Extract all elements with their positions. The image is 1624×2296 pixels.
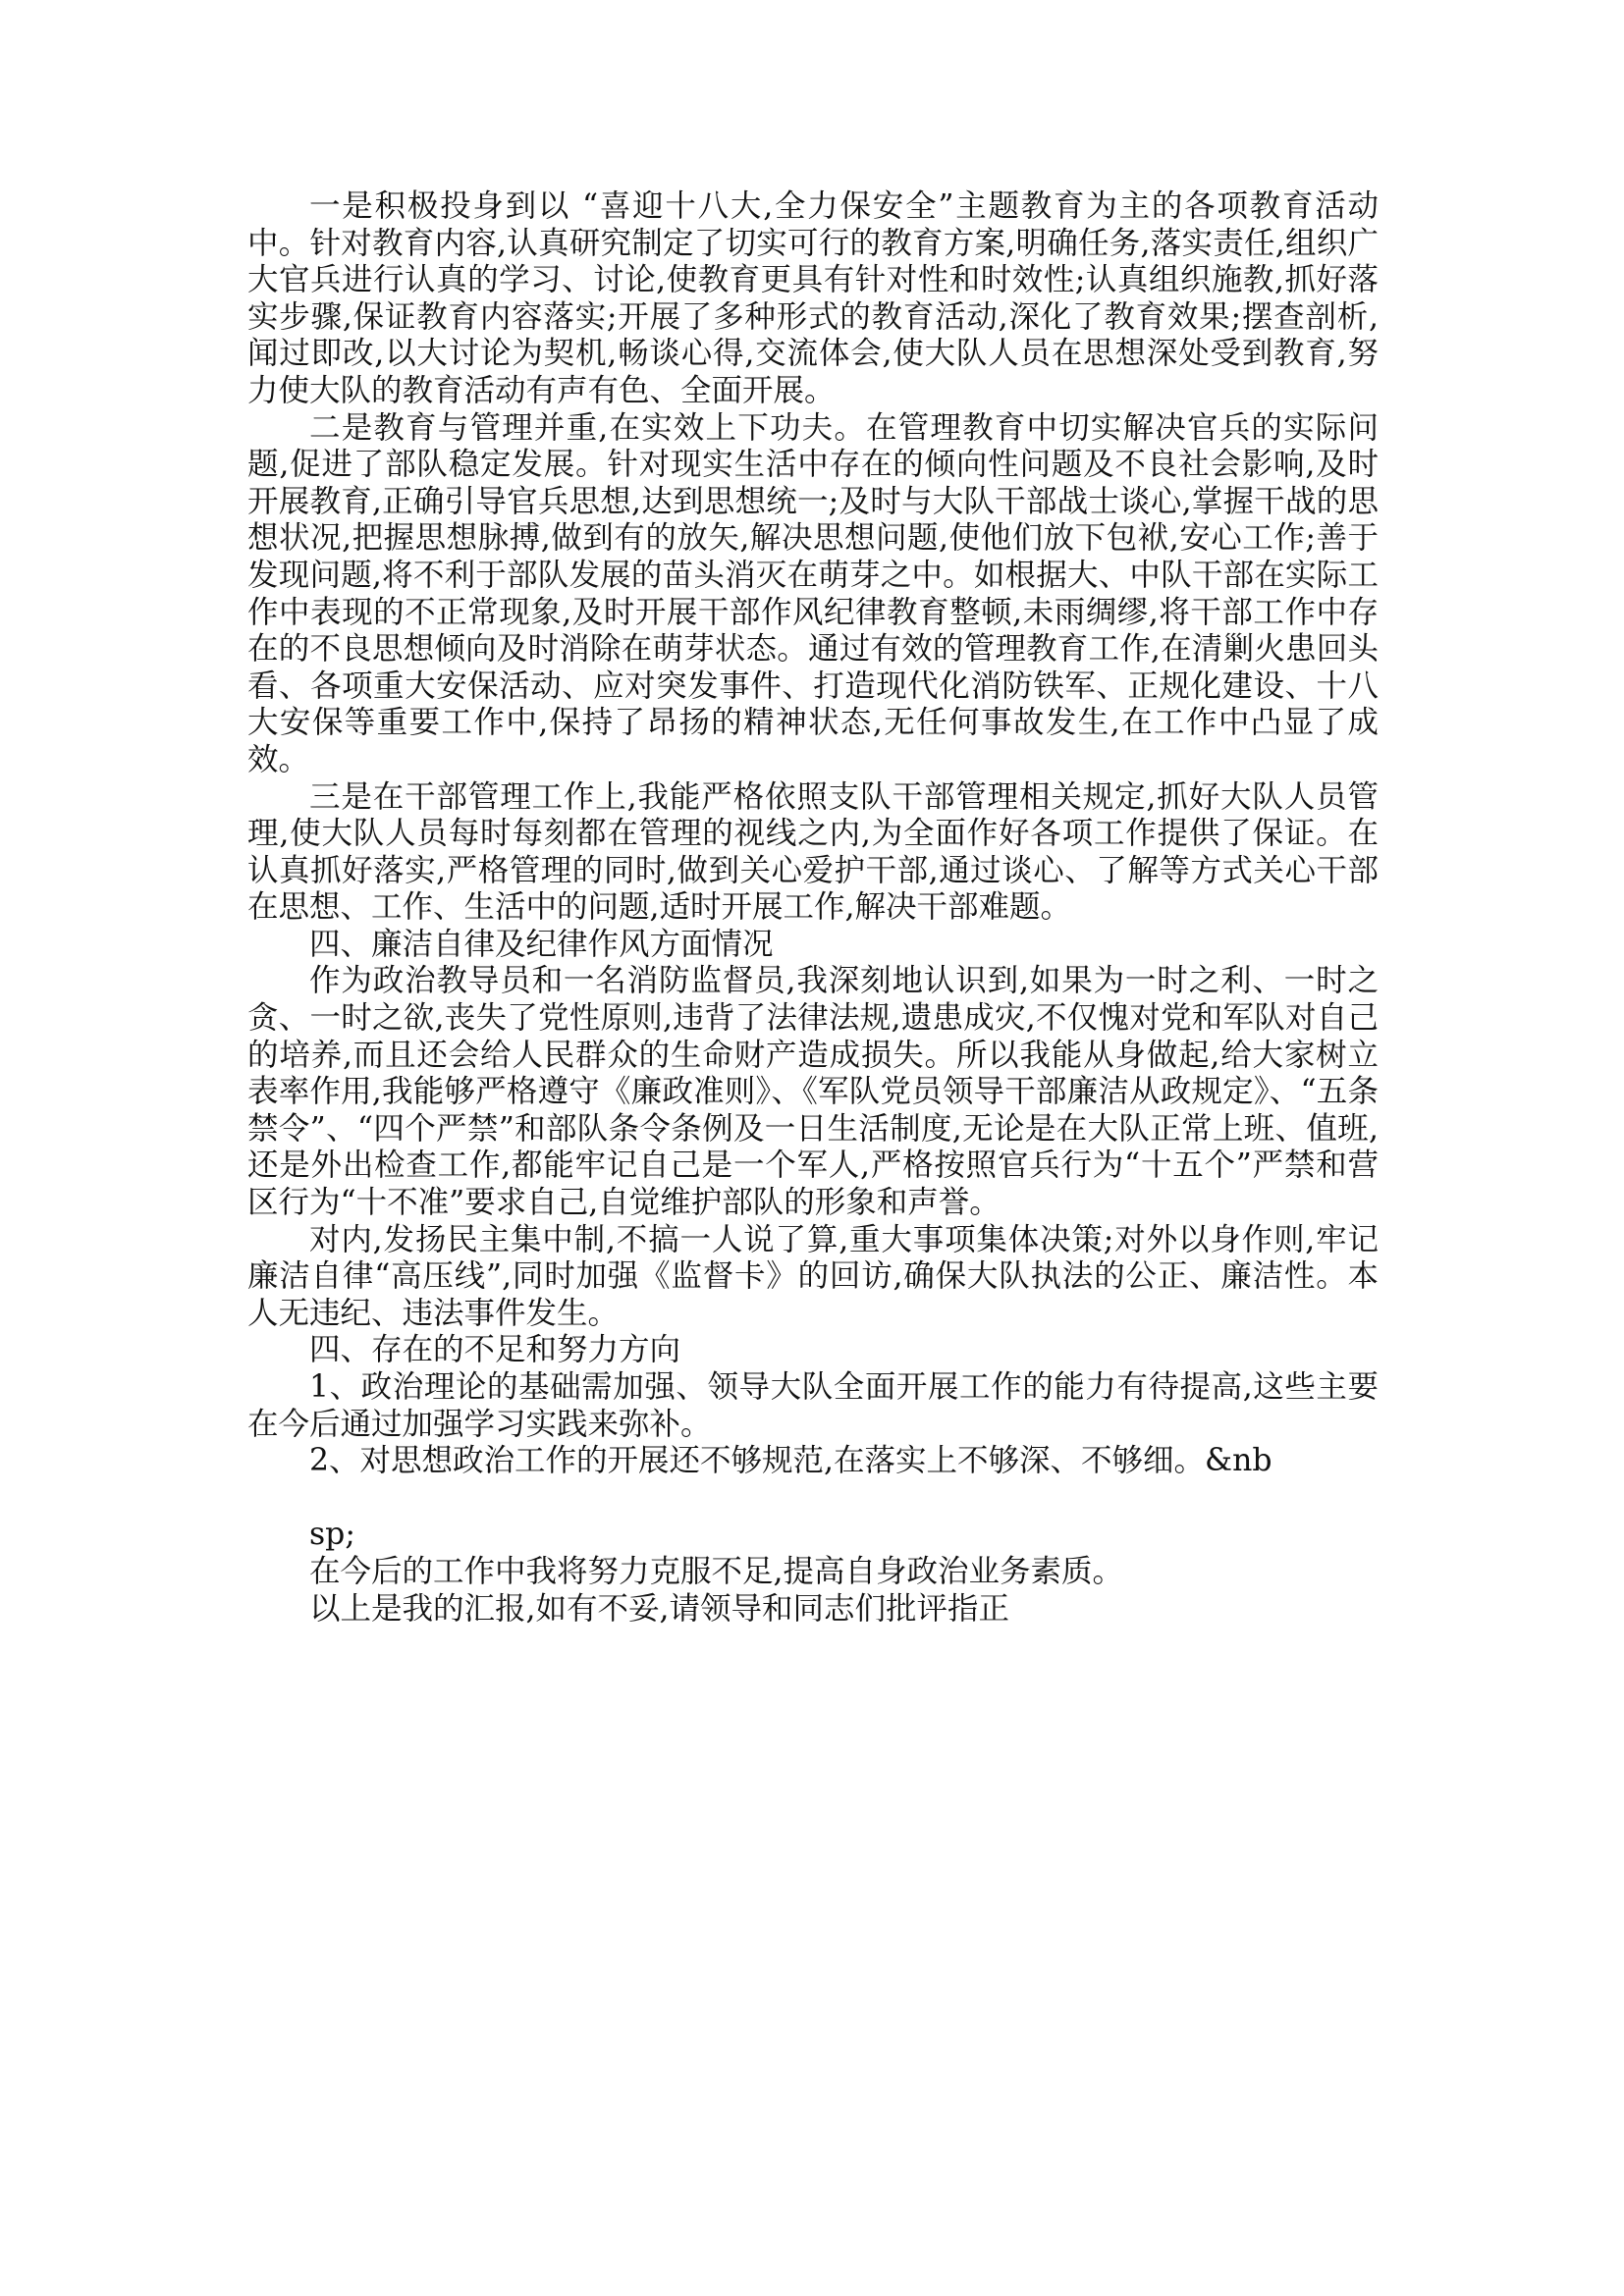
paragraph-shortcoming-1: 1、政治理论的基础需加强、领导大队全面开展工作的能力有待提高,这些主要在今后通过加强学习实践来弥补。 — [247, 1369, 1379, 1442]
paragraph-internal-external: 对内,发扬民主集中制,不搞一人说了算,重大事项集体决策;对外以身作则,牢记廉洁自律“高压线”,同时加强《监督卡》的回访,确保大队执法的公正、廉洁性。本人无违纪、违法事件发生。 — [247, 1221, 1379, 1331]
section-heading-shortcomings: 四、存在的不足和努力方向 — [309, 1332, 681, 1368]
paragraph-stray-entity: sp; — [309, 1517, 355, 1553]
paragraph-integrity: 作为政治教导员和一名消防监督员,我深刻地认识到,如果为一时之利、一时之贪、一时之欲,丧失了党性原则,违背了法律法规,遗患成灾,不仅愧对党和军队对自己的培养,而且还会给人民群众的生命财产造成损失。所以我能从身做起,给大家树立表率作用,我能够严格遵守《廉政准则》、《军队党员领导干部廉洁从政规定》、“五条禁令”、“四个严禁”和部队条令条例及一日生活制度,无论是在大队正常上班、值班,还是外出检查工作,都能牢记自己是一个军人,严格按照官兵行为“十五个”严禁和营区行为“十不准”要求自己,自觉维护部队的形象和声誉。 — [247, 963, 1379, 1221]
paragraph-education-activities: 一是积极投身到以 “喜迎十八大,全力保安全”主题教育为主的各项教育活动中。针对教育内容,认真研究制定了切实可行的教育方案,明确任务,落实责任,组织广大官兵进行认真的学习、讨论,使教育更具有针对性和时效性;认真组织施教,抓好落实步骤,保证教育内容落实;开展了多种形式的教育活动,深化了教育效果;摆查剖析,闻过即改,以大讨论为契机,畅谈心得,交流体会,使大队人员在思想深处受到教育,努力使大队的教育活动有声有色、全面开展。 — [247, 188, 1379, 408]
paragraph-education-management: 二是教育与管理并重,在实效上下功夫。在管理教育中切实解决官兵的实际问题,促进了部队稳定发展。针对现实生活中存在的倾向性问题及不良社会影响,及时开展教育,正确引导官兵思想,达到思想统一;及时与大队干部战士谈心,掌握干战的思想状况,把握思想脉搏,做到有的放矢,解决思想问题,使他们放下包袱,安心工作;善于发现问题,将不利于部队发展的苗头消灭在萌芽之中。如根据大、中队干部在实际工作中表现的不正常现象,及时开展干部作风纪律教育整顿,未雨绸缪,将干部工作中存在的不良思想倾向及时消除在萌芽状态。通过有效的管理教育工作,在清剿火患回头看、各项重大安保活动、应对突发事件、打造现代化消防铁军、正规化建设、十八大安保等重要工作中,保持了昂扬的精神状态,无任何事故发生,在工作中凸显了成效。 — [247, 409, 1379, 777]
document-page — [247, 188, 1379, 1628]
paragraph-closing: 以上是我的汇报,如有不妥,请领导和同志们批评指正 — [309, 1590, 1010, 1627]
paragraph-shortcoming-2: 2、对思想政治工作的开展还不够规范,在落实上不够深、不够细。&nb — [309, 1443, 1272, 1479]
paragraph-cadre-management: 三是在干部管理工作上,我能严格依照支队干部管理相关规定,抓好大队人员管理,使大队人员每时每刻都在管理的视线之内,为全面作好各项工作提供了保证。在认真抓好落实,严格管理的同时,做到关心爱护干部,通过谈心、了解等方式关心干部在思想、工作、生活中的问题,适时开展工作,解决干部难题。 — [247, 778, 1379, 926]
section-heading-integrity: 四、廉洁自律及纪律作风方面情况 — [309, 926, 774, 962]
paragraph-future-work: 在今后的工作中我将努力克服不足,提高自身政治业务素质。 — [309, 1553, 1124, 1589]
